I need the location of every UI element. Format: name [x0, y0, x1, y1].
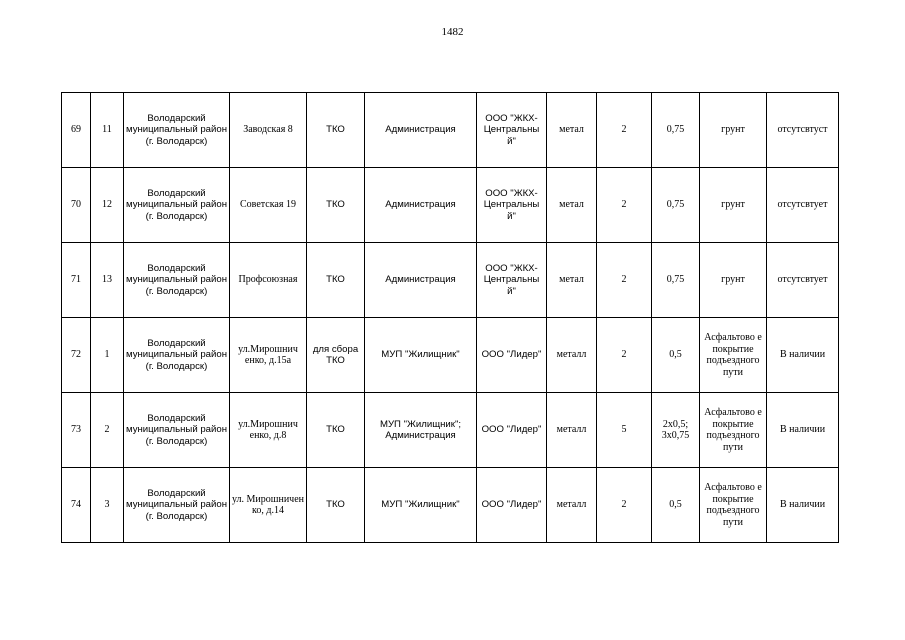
owner-cell: Администрация: [365, 243, 477, 318]
row-number: 74: [62, 468, 91, 543]
fence-cell: отсутсвтует: [767, 168, 839, 243]
operator-cell: ООО "ЖКХ-Центральны й": [477, 93, 547, 168]
waste-sites-table: [61, 92, 839, 543]
district-cell: Володарский муниципальный район (г. Володарск): [124, 318, 230, 393]
operator-cell: ООО "ЖКХ-Центральны й": [477, 243, 547, 318]
row-number: 69: [62, 93, 91, 168]
material-cell: металл: [547, 393, 597, 468]
volume-cell: 2х0,5; 3х0,75: [652, 393, 700, 468]
operator-cell: ООО "Лидер": [477, 468, 547, 543]
address-cell: ул.Мирошнич енко, д.8: [230, 393, 307, 468]
table-row: [62, 93, 839, 168]
fence-cell: В наличии: [767, 318, 839, 393]
address-cell: Советская 19: [230, 168, 307, 243]
owner-cell: МУП "Жилищник"; Администрация: [365, 393, 477, 468]
district-cell: Володарский муниципальный район (г. Володарск): [124, 468, 230, 543]
row-subnumber: 12: [91, 168, 124, 243]
waste-type-cell: ТКО: [307, 168, 365, 243]
container-count-cell: 5: [597, 393, 652, 468]
row-number: 71: [62, 243, 91, 318]
operator-cell: ООО "Лидер": [477, 318, 547, 393]
waste-type-cell: для сбора ТКО: [307, 318, 365, 393]
waste-type-cell: ТКО: [307, 468, 365, 543]
container-count-cell: 2: [597, 243, 652, 318]
waste-type-cell: ТКО: [307, 393, 365, 468]
owner-cell: МУП "Жилищник": [365, 318, 477, 393]
row-subnumber: 1: [91, 318, 124, 393]
row-number: 70: [62, 168, 91, 243]
material-cell: металл: [547, 318, 597, 393]
container-count-cell: 2: [597, 468, 652, 543]
fence-cell: В наличии: [767, 468, 839, 543]
material-cell: металл: [547, 468, 597, 543]
table-row: [62, 243, 839, 318]
waste-type-cell: ТКО: [307, 93, 365, 168]
row-subnumber: 3: [91, 468, 124, 543]
row-number: 72: [62, 318, 91, 393]
row-subnumber: 2: [91, 393, 124, 468]
table-row: [62, 468, 839, 543]
owner-cell: Администрация: [365, 168, 477, 243]
container-count-cell: 2: [597, 93, 652, 168]
waste-type-cell: ТКО: [307, 243, 365, 318]
fence-cell: В наличии: [767, 393, 839, 468]
district-cell: Володарский муниципальный район (г. Володарск): [124, 243, 230, 318]
address-cell: Профсоюзная: [230, 243, 307, 318]
material-cell: метал: [547, 243, 597, 318]
address-cell: ул.Мирошнич енко, д.15а: [230, 318, 307, 393]
volume-cell: 0,75: [652, 168, 700, 243]
fence-cell: отсутсвтует: [767, 243, 839, 318]
surface-cell: Асфальтово е покрытие подъездного пути: [700, 468, 767, 543]
address-cell: Заводская 8: [230, 93, 307, 168]
district-cell: Володарский муниципальный район (г. Володарск): [124, 393, 230, 468]
owner-cell: МУП "Жилищник": [365, 468, 477, 543]
row-subnumber: 13: [91, 243, 124, 318]
surface-cell: Асфальтово е покрытие подъездного пути: [700, 393, 767, 468]
surface-cell: грунт: [700, 168, 767, 243]
address-cell: ул. Мирошничен ко, д.14: [230, 468, 307, 543]
row-number: 73: [62, 393, 91, 468]
surface-cell: грунт: [700, 243, 767, 318]
page-number: 1482: [441, 26, 464, 38]
container-count-cell: 2: [597, 318, 652, 393]
volume-cell: 0,5: [652, 468, 700, 543]
container-count-cell: 2: [597, 168, 652, 243]
owner-cell: Администрация: [365, 93, 477, 168]
material-cell: метал: [547, 93, 597, 168]
material-cell: метал: [547, 168, 597, 243]
volume-cell: 0,75: [652, 243, 700, 318]
surface-cell: грунт: [700, 93, 767, 168]
table-row: [62, 168, 839, 243]
table-row: [62, 393, 839, 468]
fence-cell: отсутсвтуст: [767, 93, 839, 168]
operator-cell: ООО "ЖКХ-Центральны й": [477, 168, 547, 243]
surface-cell: Асфальтово е покрытие подъездного пути: [700, 318, 767, 393]
row-subnumber: 11: [91, 93, 124, 168]
volume-cell: 0,75: [652, 93, 700, 168]
district-cell: Володарский муниципальный район (г. Володарск): [124, 93, 230, 168]
district-cell: Володарский муниципальный район (г. Володарск): [124, 168, 230, 243]
operator-cell: ООО "Лидер": [477, 393, 547, 468]
volume-cell: 0,5: [652, 318, 700, 393]
table-row: [62, 318, 839, 393]
